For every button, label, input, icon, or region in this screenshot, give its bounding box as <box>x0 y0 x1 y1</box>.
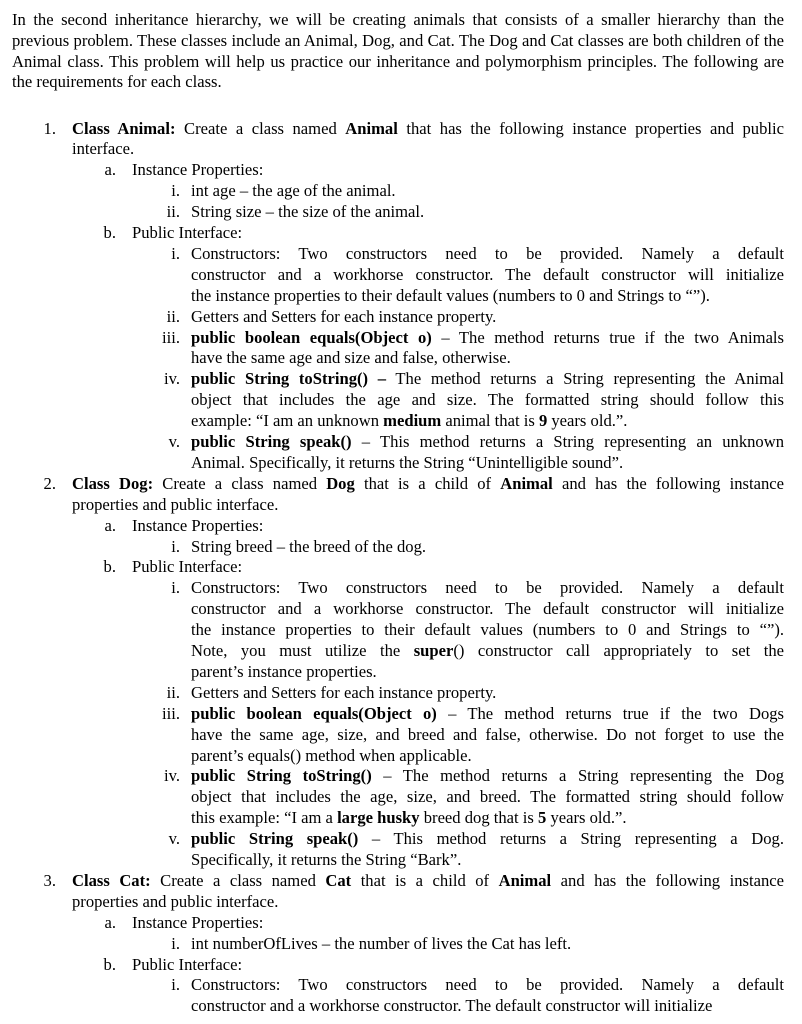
item-text-line: Animal. Specifically, it returns the String “Unintelligible sound”. <box>191 452 624 472</box>
item-text-line: parent’s equals() method when applicable. <box>191 745 472 765</box>
item-text-line: String breed – the breed of the dog. <box>191 536 427 556</box>
item-text-line: object that includes the age, size, and breed. The formatted string should follow <box>191 787 784 807</box>
item-marker: iii. <box>162 327 180 347</box>
item-marker: iv. <box>164 369 180 389</box>
subsection-label: Public Interface: <box>132 223 243 242</box>
section-marker: 1. <box>43 118 56 138</box>
subsection-label: Public Interface: <box>132 557 243 577</box>
item-text-line: int numberOfLives – the number of lives the Cat has left. <box>191 933 572 953</box>
item-text-line: Getters and Setters for each instance property. <box>191 682 497 702</box>
item-text-line: public String speak() – This method returns a String representing an unknown <box>191 432 785 451</box>
item-marker: i. <box>171 578 180 598</box>
item-text-line: public boolean equals(Object o) – The method returns true if the two Dogs <box>191 703 784 723</box>
item-text-line: have the same age and size and false, otherwise. <box>191 348 511 368</box>
item-marker: i. <box>171 181 180 201</box>
intro-paragraph: In the second inheritance hierarchy, we will be creating animals that consists of a smaller hierarchy than the previous problem. These classes include an Animal, Dog, and Cat. The Dog and Cat classes are both children of the Animal class. This problem will help us practice our inheritance and polymorphism principles. The following are the requirements for each class. <box>12 10 784 92</box>
item-text-line: public String speak() – This method returns a String representing a Dog. <box>191 829 784 849</box>
subsection-label: Instance Properties: <box>132 912 264 932</box>
item-marker: iii. <box>162 703 180 723</box>
section-text-line: interface. <box>72 139 135 159</box>
item-text-line: have the same age, size, and breed and false, otherwise. Do not forget to use the <box>191 724 784 744</box>
subsection-marker: a. <box>104 160 116 180</box>
item-text-line: Constructors: Two constructors need to be provided. Namely a default <box>191 578 784 598</box>
item-marker: ii. <box>166 306 180 326</box>
item-text-line: public String toString() – The method returns a String representing the Dog <box>191 766 784 786</box>
item-text-line: constructor and a workhorse constructor. The default constructor will initialize <box>191 599 784 619</box>
subsection-marker: b. <box>103 223 116 242</box>
subsection-marker: b. <box>103 954 116 974</box>
item-text-line: Specifically, it returns the String “Bark”. <box>191 850 462 869</box>
item-text-line: constructor and a workhorse constructor. The default constructor will initialize <box>191 996 713 1016</box>
subsection-label: Instance Properties: <box>132 515 264 535</box>
subsection-label: Instance Properties: <box>132 160 264 180</box>
item-text-line: int age – the age of the animal. <box>191 181 396 201</box>
section-text-line: Class Cat: Create a class named Cat that is a child of Animal and has the following instance <box>72 870 784 890</box>
section-text-line: Class Animal: Create a class named Animal that has the following instance properties and public <box>72 118 784 138</box>
item-marker: iv. <box>164 766 180 786</box>
section-text-line: properties and public interface. <box>72 494 279 514</box>
item-text-line: String size – the size of the animal. <box>191 202 425 222</box>
item-text-line: public String toString() – The method returns a String representing the Animal <box>191 369 784 389</box>
item-marker: i. <box>171 975 180 995</box>
item-marker: i. <box>171 536 180 556</box>
subsection-marker: a. <box>104 515 116 535</box>
item-text-line: Constructors: Two constructors need to be provided. Namely a default <box>191 243 784 263</box>
section-text-line: properties and public interface. <box>72 891 279 911</box>
item-text-line: public boolean equals(Object o) – The method returns true if the two Animals <box>191 327 784 347</box>
item-text-line: constructor and a workhorse constructor. The default constructor will initialize <box>191 264 784 284</box>
item-text-line: Getters and Setters for each instance property. <box>191 306 497 326</box>
item-marker: i. <box>171 933 180 953</box>
item-marker: i. <box>171 243 180 263</box>
section-text-line: Class Dog: Create a class named Dog that is a child of Animal and has the following instance <box>72 473 784 493</box>
item-text-line: the instance properties to their default values (numbers to 0 and Strings to “”). <box>191 285 710 305</box>
item-text-line: Constructors: Two constructors need to be provided. Namely a default <box>191 975 784 995</box>
item-text-line: Note, you must utilize the super() constructor call appropriately to set the <box>191 641 784 660</box>
subsection-marker: a. <box>104 912 116 932</box>
item-text-line: the instance properties to their default values (numbers to 0 and Strings to “”). <box>191 620 784 640</box>
section-marker: 2. <box>43 473 56 493</box>
item-marker: v. <box>168 829 180 849</box>
item-text-line: parent’s instance properties. <box>191 661 377 681</box>
item-marker: ii. <box>166 682 180 702</box>
subsection-marker: b. <box>103 557 116 577</box>
item-marker: v. <box>168 432 180 451</box>
section-marker: 3. <box>43 870 56 890</box>
item-text-line: this example: “I am a large husky breed dog that is 5 years old.”. <box>191 808 627 828</box>
item-text-line: example: “I am an unknown medium animal that is 9 years old.”. <box>191 411 628 431</box>
item-text-line: object that includes the age and size. The formatted string should follow this <box>191 390 784 410</box>
subsection-label: Public Interface: <box>132 954 243 974</box>
item-marker: ii. <box>166 202 180 222</box>
